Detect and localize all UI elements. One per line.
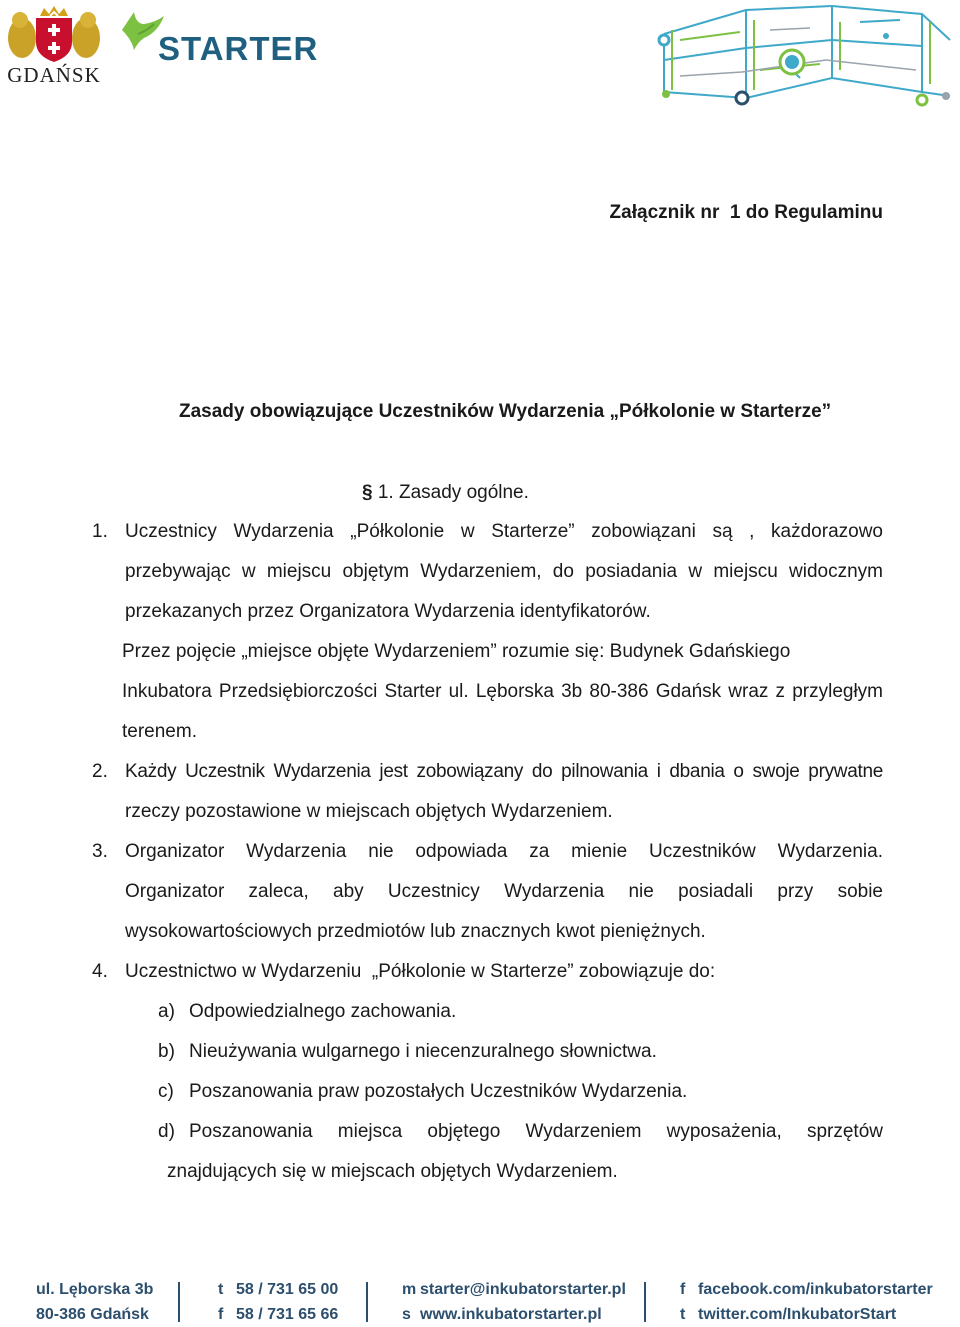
item-1-line-2 (125, 562, 883, 582)
item-2-line-2: rzeczy pozostawione w miejscach objętych Wydarzeniem. (125, 801, 613, 822)
item-3-line-1 (125, 842, 883, 862)
footer-phones (218, 1277, 338, 1327)
gdansk-crest-icon (4, 6, 104, 62)
footer-site-line (402, 1302, 626, 1327)
starter-wordmark: STARTER (158, 30, 319, 67)
subitem-d-line-1 (189, 1122, 883, 1142)
footer-email-line (402, 1277, 626, 1302)
document-title: Zasady obowiązujące Uczestników Wydarzenia „Półkolonie w Starterze” (179, 401, 832, 422)
subitem-d-continuation: znajdujących się w miejscach objętych Wydarzeniem. (167, 1161, 618, 1182)
footer-facebook-link[interactable]: facebook.com/inkubatorstarter (698, 1281, 933, 1298)
starter-logo (120, 10, 320, 70)
footer-divider-2 (366, 1282, 368, 1322)
item-1-extra-line-1: Przez pojęcie „miejsce objęte Wydarzeniem” rozumie się: Budynek Gdańskiego (122, 641, 791, 662)
mail-prefix-icon: m (402, 1281, 417, 1298)
item-1-extra-line-2-text: Inkubatora Przedsiębiorczości Starter ul. Lęborska 3b 80-386 Gdańsk wraz z przyległym (122, 681, 883, 702)
item-1-extra-line-2 (122, 682, 883, 702)
section-heading (362, 482, 529, 504)
subitem-d-text: Poszanowania miejsca objętego Wydarzeniem wyposażenia, sprzętów (189, 1121, 883, 1142)
attachment-title: Załącznik nr 1 do Regulaminu (609, 202, 883, 223)
item-4-line-1: Uczestnictwo w Wydarzeniu „Półkolonie w Starterze” zobowiązuje do: (125, 961, 716, 982)
item-1-line-1 (125, 522, 883, 542)
item-2-line-1 (125, 762, 883, 782)
item-2-line-1-text: Każdy Uczestnik Wydarzenia jest zobowiązany do pilnowania i dbania o swoje prywatne (125, 761, 883, 782)
item-3-line-2-text: Organizator zaleca, aby Uczestnicy Wydarzenia nie posiadali przy sobie (125, 881, 883, 902)
item-3-line-2 (125, 882, 883, 902)
twitter-prefix-icon: t (680, 1306, 686, 1323)
footer-address-line-1: ul. Lęborska 3b (36, 1281, 154, 1298)
footer-phone-value: 58 / 731 65 00 (236, 1281, 339, 1298)
footer-site-link[interactable]: www.inkubatorstarter.pl (420, 1306, 602, 1323)
footer-email-link[interactable]: starter@inkubatorstarter.pl (420, 1281, 626, 1298)
subitem-b-letter: b) (158, 1041, 175, 1062)
footer-social (680, 1277, 933, 1327)
item-1-line-1-text: Uczestnicy Wydarzenia „Półkolonie w Starterze” zobowiązani są , każdorazowo (125, 521, 883, 542)
gdansk-wordmark: GDAŃSK (7, 63, 101, 87)
item-1-line-3: przekazanych przez Organizatora Wydarzenia identyfikatorów. (125, 601, 651, 622)
section-symbol: § (362, 482, 373, 503)
section-heading-text: 1. Zasady ogólne. (377, 482, 529, 503)
item-3-line-1-text: Organizator Wydarzenia nie odpowiada za mienie Uczestników Wydarzenia. (125, 841, 883, 862)
header-decoration-icon (650, 0, 960, 115)
footer-fax-value: 58 / 731 65 66 (236, 1306, 339, 1323)
footer-address (36, 1277, 153, 1327)
subitem-d-letter: d) (158, 1121, 175, 1142)
phone-prefix-icon: t (218, 1281, 224, 1298)
fax-prefix-icon: f (218, 1306, 224, 1323)
facebook-prefix-icon: f (680, 1281, 686, 1298)
footer-facebook-line (680, 1277, 933, 1302)
footer-phone-line (218, 1277, 338, 1302)
subitem-b-text: Nieużywania wulgarnego i niecenzuralnego słownictwa. (189, 1041, 657, 1062)
footer-fax-line (218, 1302, 338, 1327)
subitem-c-text: Poszanowania praw pozostałych Uczestników Wydarzenia. (189, 1081, 688, 1102)
item-3-line-3: wysokowartościowych przedmiotów lub znacznych kwot pieniężnych. (125, 921, 706, 942)
item-number-2: 2. (92, 761, 108, 782)
item-number-3: 3. (92, 841, 108, 862)
subitem-a-letter: a) (158, 1001, 175, 1022)
item-number-1: 1. (92, 521, 108, 542)
footer-divider-1 (178, 1282, 180, 1322)
subitem-c-letter: c) (158, 1081, 174, 1102)
footer-divider-3 (644, 1282, 646, 1322)
footer-address-line-2: 80-386 Gdańsk (36, 1306, 149, 1323)
footer-web (402, 1277, 626, 1327)
item-1-extra-line-3: terenem. (122, 721, 197, 742)
gdansk-logo (4, 6, 104, 87)
item-number-4: 4. (92, 961, 108, 982)
subitem-a-text: Odpowiedzialnego zachowania. (189, 1001, 457, 1022)
footer-twitter-link[interactable]: twitter.com/InkubatorStart (698, 1306, 897, 1323)
item-1-line-2-text: przebywając w miejscu objętym Wydarzeniem, do posiadania w miejscu widocznym (125, 561, 883, 582)
footer-twitter-line (680, 1302, 933, 1327)
site-prefix-icon: s (402, 1306, 411, 1323)
